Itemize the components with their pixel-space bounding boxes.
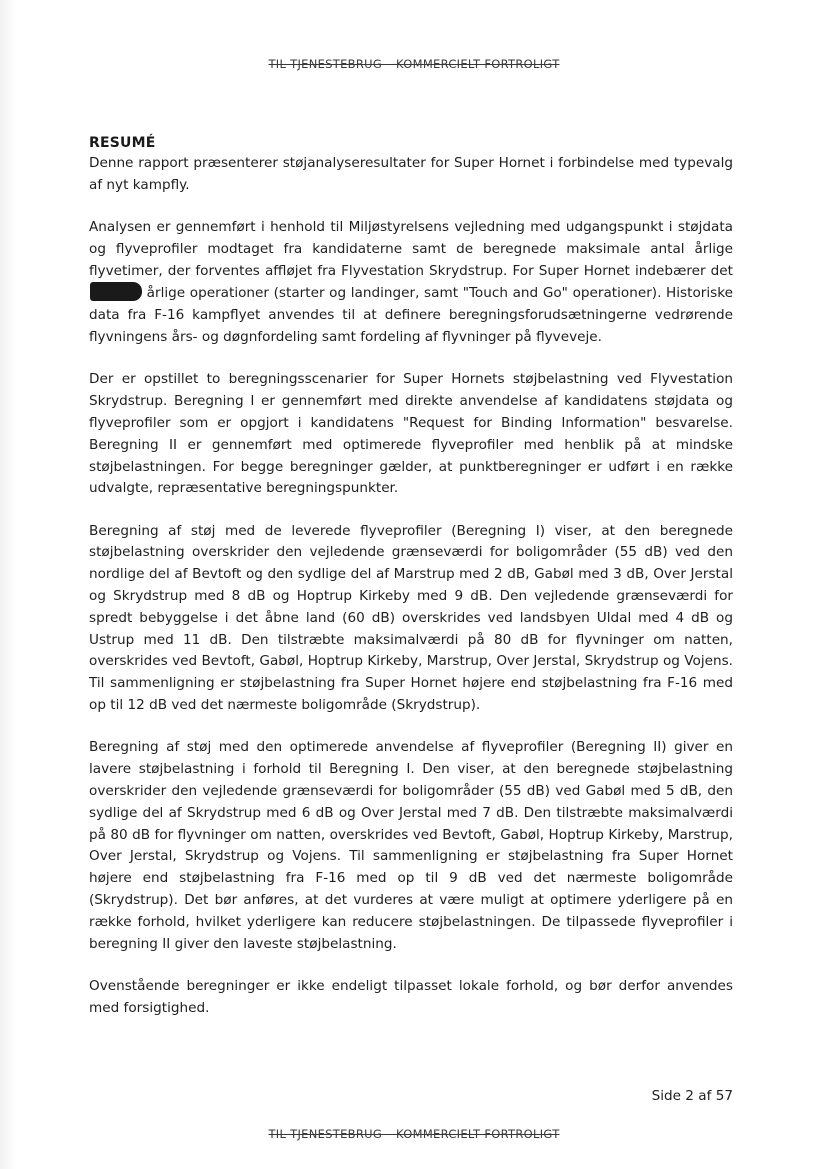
redaction-box	[90, 282, 142, 301]
paragraph-analysis-basis	[89, 217, 733, 349]
paragraph-calculation-two: Beregning af støj med den optimerede anvendelse af flyveprofiler (Beregning II) giver en lavere støjbelastning i forhold til Beregning I. Den viser, at den beregnede støjbelastning overskrider den vejledende grænseværdi for boligområder (55 dB) ved Gabøl med 5 dB, den sydlige del af Skrydstrup med 6 dB og Over Jerstal med 7 dB. Den tilstræbte maksimalværdi på 80 dB for flyvninger om natten, overskrides ved Bevtoft, Gabøl, Hoptrup Kirkeby, Marstrup, Over Jerstal, Skrydstrup og Vojens. Til sammenligning er støjbelastning fra Super Hornet højere end støjbelastning fra F-16 med op til 9 dB ved det nærmeste boligområde (Skrydstrup). Det bør anføres, at det vurderes at være muligt at optimere yderligere på en række forhold, hvilket yderligere kan reducere støjbelastningen. De tilpassede flyveprofiler i beregning II giver den laveste støjbelastning.	[89, 739, 733, 952]
paragraph-calculation-one: Beregning af støj med de leverede flyveprofiler (Beregning I) viser, at den beregnede støjbelastning overskrider den vejledende grænseværdi for boligområder (55 dB) ved den nordlige del af Bevtoft og den sydlige del af Marstrup med 2 dB, Gabøl med 3 dB, Over Jerstal og Skrydstrup med 8 dB og Hoptrup Kirkeby med 9 dB. Den vejledende grænseværdi for spredt bebyggelse i det åbne land (60 dB) overskrides ved landsbyen Uldal med 4 dB og Ustrup med 11 dB. Den tilstræbte maksimalværdi på 80 dB for flyvninger om natten, overskrides ved Bevtoft, Gabøl, Hoptrup Kirkeby, Marstrup, Over Jerstal, Skrydstrup og Vojens. Til sammenligning er støjbelastning fra Super Hornet højere end støjbelastning fra F-16 med op til 12 dB ved det nærmeste boligområde (Skrydstrup).	[89, 522, 733, 714]
paragraph-analysis-text-after: årlige operationer (starter og landinger, samt "Touch and Go" operationer). Historiske data fra F-16 kampflyet anvendes til at definere beregningsforudsætningerne vedrørende flyvningens års- og døgnfordeling samt fordeling af flyvninger på flyveveje.	[89, 285, 733, 346]
paragraph-analysis-text-before: Analysen er gennemført i henhold til Miljøstyrelsens vejledning med udgangspunkt i støjdata og flyveprofiler modtaget fra kandidaterne samt de beregnede maksimale antal årlige flyvetimer, der forventes affløjet fra Flyvestation Skrydstrup. For Super Hornet indebærer det	[89, 219, 733, 279]
paragraph-scenarios: Der er opstillet to beregningsscenarier for Super Hornets støjbelastning ved Flyvestation Skrydstrup. Beregning I er gennemført med direkte anvendelse af kandidatens støjdata og flyveprofiler som er opgjort i kandidatens "Request for Binding Information" besvarelse. Beregning II er gennemført med optimerede flyveprofiler med henblik på at mindske støjbelastningen. For begge beregninger gælder, at punktberegninger er udført i en række udvalgte, repræsentative beregningspunkter.	[89, 371, 733, 497]
header-classification-marking: TIL TJENESTEBRUG – KOMMERCIELT FORTROLIGT	[268, 57, 560, 71]
section-title: RESUMÉ	[89, 135, 156, 151]
scan-shadow-edge	[0, 0, 16, 1169]
paragraph-intro: Denne rapport præsenterer støjanalyseresultater for Super Hornet i forbindelse med typevalg af nyt kampfly.	[89, 155, 733, 193]
page-number: Side 2 af 57	[651, 1088, 733, 1104]
footer-classification-marking: TIL TJENESTEBRUG – KOMMERCIELT FORTROLIGT	[268, 1127, 560, 1141]
summary-section	[89, 135, 733, 1040]
paragraph-caveat: Ovenstående beregninger er ikke endeligt tilpasset lokale forhold, og bør derfor anvendes med forsigtighed.	[89, 977, 733, 1016]
